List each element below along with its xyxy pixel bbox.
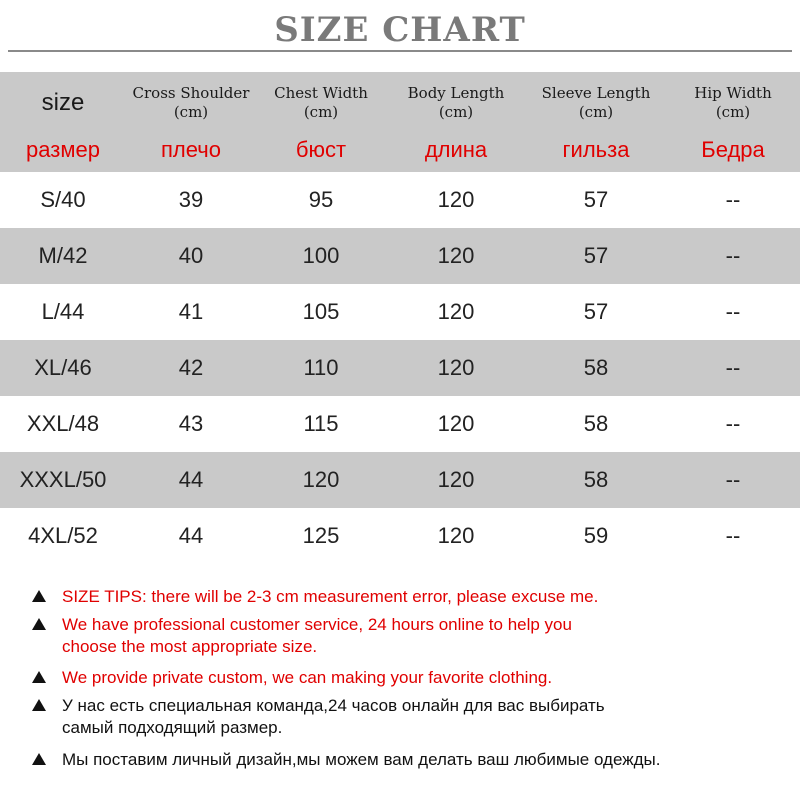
sleeve-cell: 58 [583,355,609,380]
length-cell: 120 [437,411,475,436]
size-cell: M/42 [38,243,88,268]
chest-cell: 125 [302,523,340,548]
header-sleeve-length [526,80,666,126]
size-cell: XL/46 [34,355,92,380]
header-hip-width [666,80,800,126]
shoulder-cell: 41 [178,299,204,324]
size-cell: XXXL/50 [19,467,107,492]
tip-text: SIZE TIPS: there will be 2-3 cm measurement error, please excuse me. [62,587,599,606]
hip-cell: -- [725,355,741,380]
header-cross-shoulder-ru: плечо [161,137,221,162]
hip-cell: -- [725,187,741,212]
title-divider [8,50,792,52]
header-col-name: Cross Shoulder [132,84,250,102]
size-cell: L/44 [41,299,85,324]
chest-cell: 115 [303,411,339,436]
length-cell: 120 [437,523,475,548]
table-header [0,72,800,172]
header-sleeve-length-ru: гильза [562,137,630,162]
header-size-label: size [41,89,85,116]
header-col-name: Sleeve Length [541,84,651,102]
header-col-unit: (cm) [438,103,474,121]
size-cell: 4XL/52 [28,523,98,548]
header-hip-width-ru: Бедра [701,137,765,162]
size-cell: S/40 [40,187,86,212]
chest-cell: 120 [302,467,340,492]
table-row [0,396,800,452]
hip-cell: -- [725,299,741,324]
sleeve-cell: 58 [583,467,609,492]
header-col-unit: (cm) [578,103,614,121]
header-chest-width [256,80,386,126]
triangle-bullet-icon [32,699,46,711]
tip-text: We have professional customer service, 24 hours online to help you choose the most appropriate size. [62,615,572,656]
shoulder-cell: 39 [178,187,204,212]
chest-cell: 105 [302,299,340,324]
header-col-unit: (cm) [173,103,209,121]
shoulder-cell: 44 [178,467,204,492]
shoulder-cell: 43 [178,411,204,436]
header-chest-width-ru: бюст [295,137,347,162]
length-cell: 120 [437,355,475,380]
sleeve-cell: 57 [583,299,609,324]
header-col-unit: (cm) [303,103,339,121]
triangle-bullet-icon [32,590,46,602]
length-cell: 120 [437,467,475,492]
table-row [0,228,800,284]
header-col-name: Hip Width [694,84,772,102]
header-body-length-ru: длина [424,137,488,162]
title-area [0,0,800,62]
length-cell: 120 [437,187,475,212]
sleeve-cell: 57 [583,243,609,268]
tip-text: Мы поставим личный дизайн,мы можем вам делать ваш любимые одежды. [62,750,661,769]
length-cell: 120 [437,299,475,324]
header-col-name: Chest Width [274,84,368,102]
shoulder-cell: 42 [178,355,204,380]
table-row [0,340,800,396]
length-cell: 120 [437,243,475,268]
size-cell: XXL/48 [26,411,100,436]
chest-cell: 100 [302,243,340,268]
header-body-length [386,80,526,126]
table-row [0,508,800,564]
chest-cell: 95 [308,187,334,212]
table-row [0,452,800,508]
sleeve-cell: 57 [583,187,609,212]
header-col-unit: (cm) [715,103,751,121]
tip-text: У нас есть специальная команда,24 часов онлайн для вас выбирать самый подходящий размер. [62,696,605,737]
hip-cell: -- [725,411,741,436]
shoulder-cell: 40 [178,243,204,268]
size-table [0,72,800,564]
header-col-name: Body Length [407,84,505,102]
table-row [0,172,800,228]
header-cross-shoulder [126,80,256,126]
triangle-bullet-icon [32,618,46,630]
sleeve-cell: 59 [583,523,609,548]
hip-cell: -- [725,467,741,492]
tip-text: We provide private custom, we can making your favorite clothing. [62,668,553,687]
triangle-bullet-icon [32,671,46,683]
header-size-ru: размер [26,137,100,162]
hip-cell: -- [725,523,741,548]
chest-cell: 110 [303,355,339,380]
table-row [0,284,800,340]
sleeve-cell: 58 [583,411,609,436]
page-title: SIZE CHART [274,10,526,50]
hip-cell: -- [725,243,741,268]
triangle-bullet-icon [32,753,46,765]
shoulder-cell: 44 [178,523,204,548]
